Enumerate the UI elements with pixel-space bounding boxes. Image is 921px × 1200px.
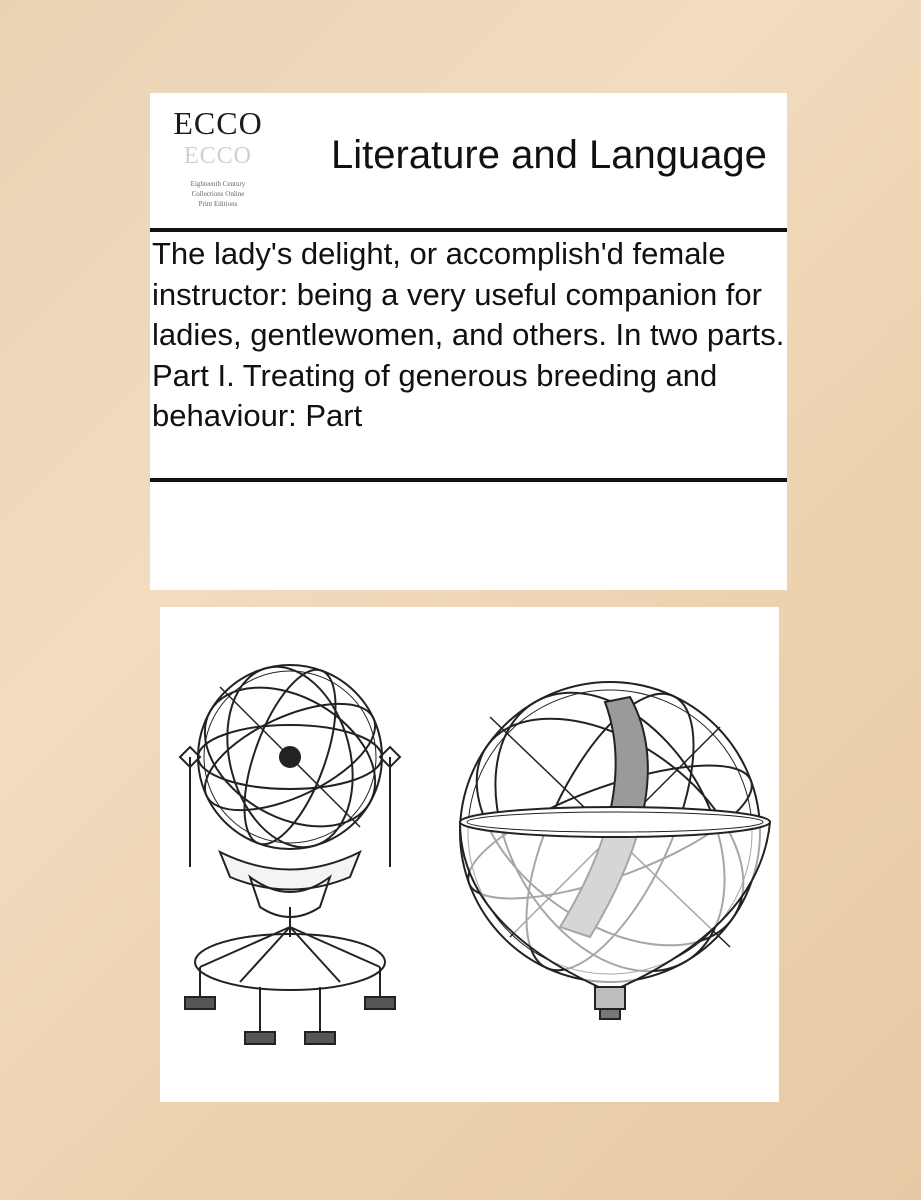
logo-wordmark: ECCO <box>173 105 263 141</box>
series-title: Literature and Language <box>331 133 767 177</box>
header-row <box>150 93 787 228</box>
title-panel <box>150 93 787 590</box>
logo-fine-line: Print Editions <box>198 200 238 208</box>
logo-ghost-wordmark: ECCO <box>183 143 252 169</box>
armillary-sphere-right <box>436 652 779 1019</box>
armillary-spheres-illustration <box>160 607 779 1102</box>
divider-top <box>150 228 787 232</box>
ecco-logo <box>168 105 268 217</box>
book-title: The lady's delight, or accomplish'd female instructor: being a very useful companion for ladies, gentlewomen, and others. In two parts. Part I. Treating of generous breeding and behaviour: Part <box>152 236 785 433</box>
logo-fine-line: Eighteenth Century <box>190 180 246 188</box>
divider-bottom <box>150 478 787 482</box>
armillary-sphere-left <box>180 653 400 1044</box>
illustration-panel <box>160 607 779 1102</box>
logo-fine-print <box>168 179 268 209</box>
logo-fine-line: Collections Online <box>191 190 245 198</box>
